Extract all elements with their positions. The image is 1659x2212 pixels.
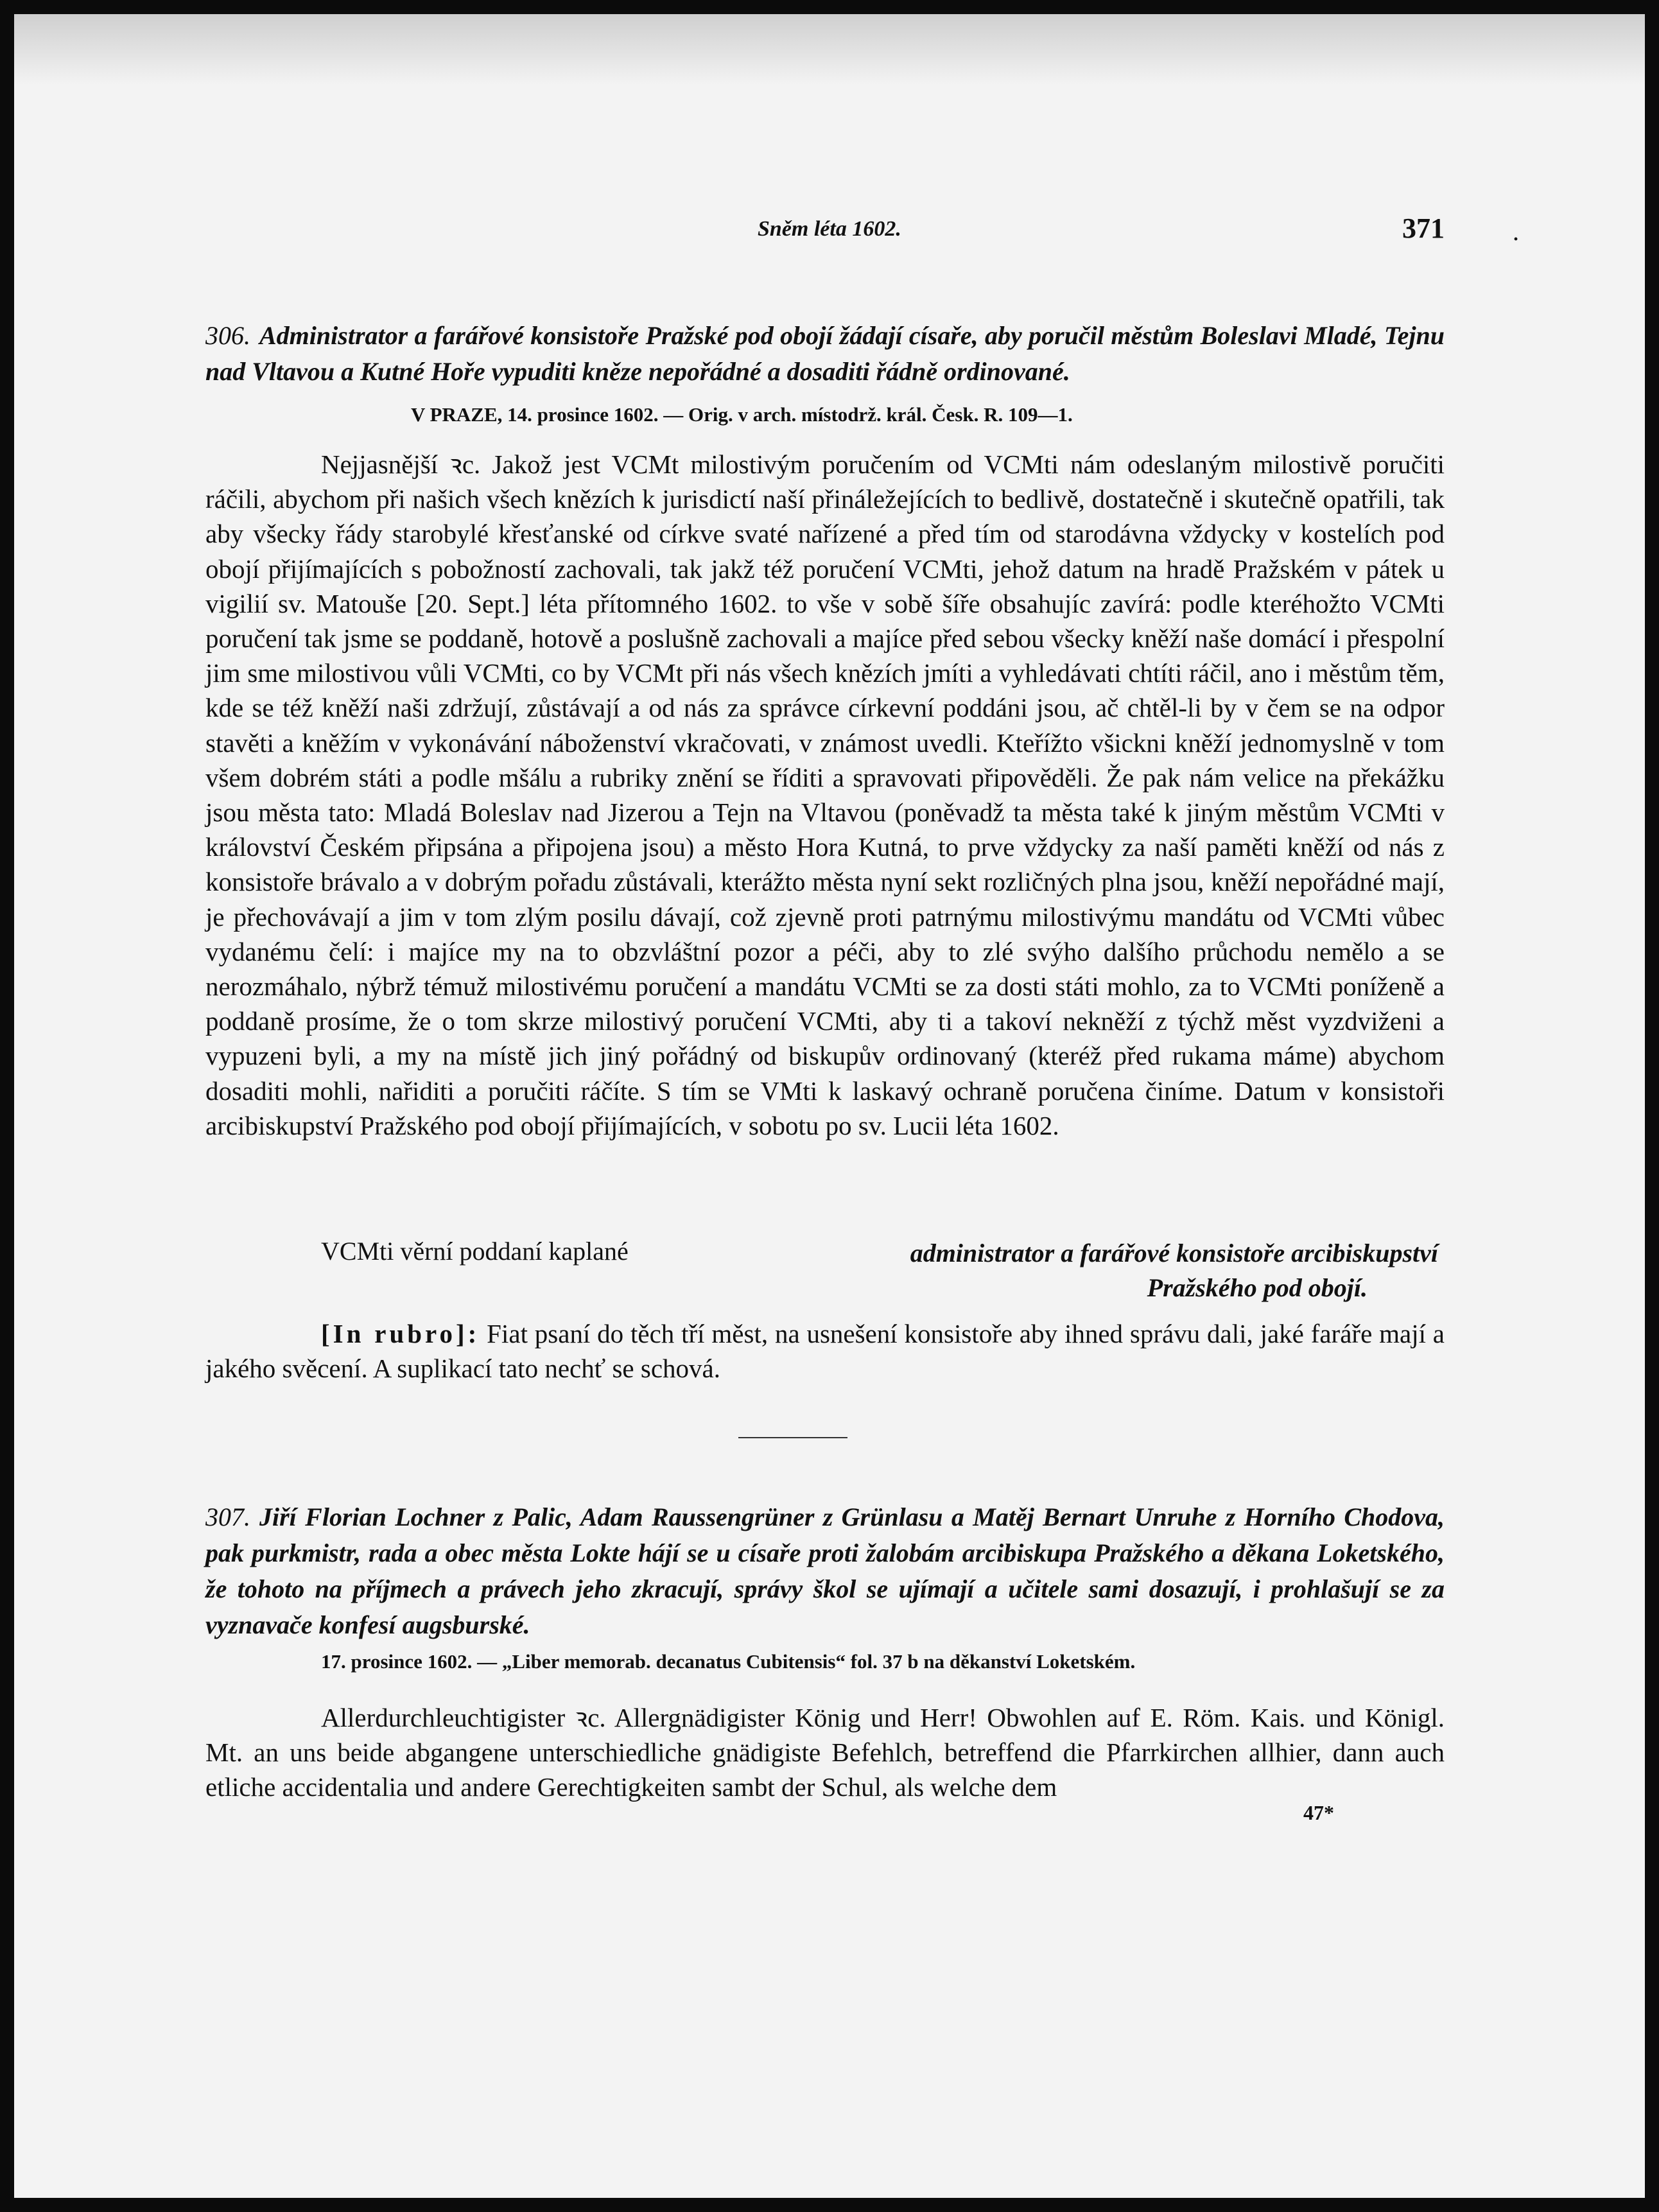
doc-307-title	[205, 1499, 1445, 1643]
page-header	[205, 212, 1445, 250]
signature-right-line-2: Pražského pod obojí.	[1147, 1273, 1368, 1302]
doc-306-signature-left: VCMti věrní poddaní kaplané	[321, 1237, 629, 1266]
doc-307-title-text: Jiří Florian Lochner z Palic, Adam Raussengrüner z Grünlasu a Matěj Bernart Unruhe z Horního Chodova, pak purkmistr, rada a obec města Lokte hájí se u císaře proti žalobám arcibiskupa Pražského a děkana Loketského, že tohoto na příjmech a právech jeho zkracují, správy škol se ujímají a učitele sami dosazují, i prohlašují se za vyznavače konfesí augsburské.	[205, 1502, 1445, 1639]
doc-306-rubro	[205, 1316, 1445, 1386]
running-head: Sněm léta 1602.	[758, 217, 901, 241]
rubro-label: [In rubro]:	[321, 1319, 480, 1348]
doc-307-number: 307.	[205, 1502, 250, 1531]
page-number: 371	[1402, 213, 1445, 244]
section-separator	[738, 1437, 847, 1438]
doc-306-source: V PRAZE, 14. prosince 1602. — Orig. v arch. místodrž. král. Česk. R. 109—1.	[411, 403, 1073, 426]
doc-306-number: 306.	[205, 321, 250, 350]
doc-306-signature-right	[796, 1236, 1438, 1305]
doc-306-title	[205, 318, 1445, 390]
signature-mark: 47*	[1303, 1801, 1334, 1824]
doc-307-body: Allerdurchleuchtigister ꝛc. Allergnädigister König und Herr! Obwohlen auf E. Röm. Kais. und Königl. Mt. an uns beide abgangene unterschiedliche gnädigiste Befehlch, betreffend die Pfarrkirchen allhier, dann auch etliche accidentalia und andere Gerechtigkeiten sambt der Schul, als welche dem	[205, 1703, 1445, 1802]
doc-306-body: Nejjasnější ꝛc. Jakož jest VCMt milostivým poručením od VCMti nám odeslaným milostivě poručiti ráčili, abychom při našich všech knězích k jurisdictí naší přináležejících to bedlivě, dostatečně i skutečně opatřili, tak aby všecky řády starobylé křesťanské od církve svaté nařízené a před tím od starodávna vždycky v kostelích pod obojí přijímajících s pobožností zachovali, tak jakž též poručení VCMti, jehož datum na hradě Pražském v pátek u vigilií sv. Matouše [20. Sept.] léta přítomného 1602. to vše v sobě šíře obsahujíc zavírá: podle kteréhožto VCMti poručení tak jsme se poddaně, hotově a poslušně zachovali a majíce před sebou všecky kněží naše domácí i přespolní jim sme milostivou vůli VCMti, co by VCMt při nás všech knězích jmíti a vyhledávati chtíti ráčil, ano i městům těm, kde se též kněží naši zdržují, zůstávají a od nás za správce církevní poddáni jsou, ač chtěl-li by v čem se na odpor stavěti a kněžím v vykonávání náboženství vkračovati, v známost uvedli. Kteřížto všickni kněží jednomyslně v tom všem dobrém státi a podle mšálu a rubriky znění se říditi a spravovati připověděli. Že pak nám velice na překážku jsou města tato: Mladá Boleslav nad Jizerou a Tejn na Vltavou (poněvadž ta města také k jiným městům VCMti v království Českém připsána a připojena jsou) a město Hora Kutná, to prve vždycky za naší paměti kněží od nás z konsistoře brávalo a v dobrým pořadu zůstávali, kterážto města nyní sekt rozličných plna jsou, kněží nepořádné mají, je přechovávají a jim v tom zlým posilu dávají, což zjevně proti patrnýmu milostivýmu mandátu od VCMti vůbec vydanému čelí: i majíce my na to obzvláštní pozor a péči, aby to zlé svýho dalšího průchodu nemělo a se nerozmáhalo, nýbrž témuž milostivému poručení a mandátu VCMti se za dosti státi mohlo, za to VCMti poníženě a poddaně prosíme, že o tom skrze milostivý poručení VCMti, aby ti a takoví nekněží z týchž měst vyzdviženi a vypuzeni byli, a my na místě jich jiný pořádný od biskupův ordinovaný (kteréž před rukama máme) abychom dosaditi mohli, nařiditi a poručiti ráčíte. S tím se VMti k laskavý ochraně poručena činíme. Datum v konsistoři arcibiskupství Pražského pod obojí přijímajících, v sobotu po sv. Lucii léta 1602.	[205, 449, 1445, 1140]
doc-307-source: 17. prosince 1602. — „Liber memorab. decanatus Cubitensis“ fol. 37 b na děkanství Loketském.	[321, 1650, 1136, 1673]
margin-mark: ·	[1513, 229, 1520, 250]
scan-shade	[14, 14, 1645, 85]
signature-right-line-1: administrator a farářové konsistoře arcibiskupství	[910, 1239, 1438, 1267]
rubro-text: Fiat psaní do těch tří měst, na usnešení konsistoře aby ihned správu dali, jaké faráře mají a jakého svěcení. A suplikací tato nechť se schová.	[205, 1319, 1445, 1384]
doc-306-title-text: Administrator a farářové konsistoře Pražské pod obojí žádají císaře, aby poručil městům Boleslavi Mladé, Tejnu nad Vltavou a Kutné Hoře vypuditi kněze nepořádné a dosaditi řádně ordinované.	[205, 321, 1445, 386]
